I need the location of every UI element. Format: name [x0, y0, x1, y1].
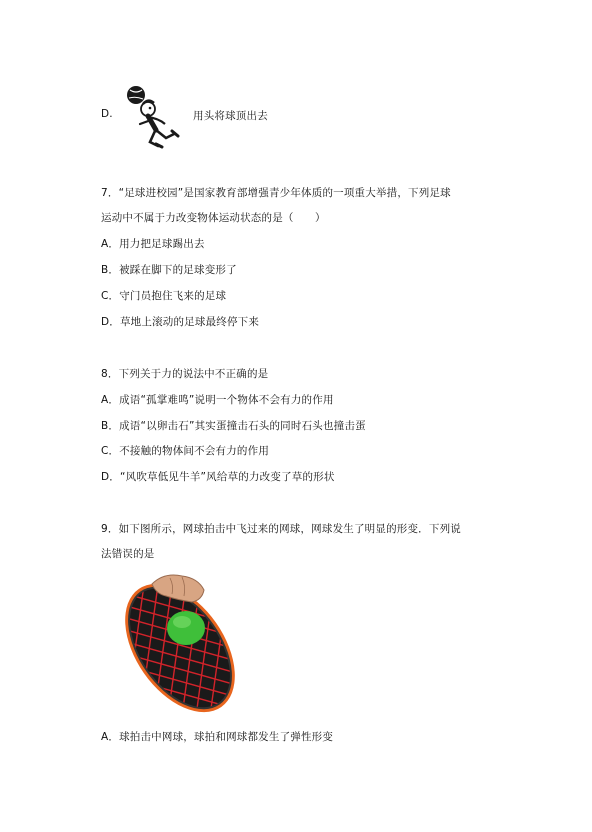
q8-stem: 8．下列关于力的说法中不正确的是 [101, 368, 269, 380]
q8-option-a: A．成语“孤掌难鸣”说明一个物体不会有力的作用 [101, 394, 334, 406]
q9-stem-line2: 法错误的是 [101, 548, 155, 560]
option-d-label: D. [101, 108, 113, 120]
q8-option-d: D．“风吹草低见牛羊”风给草的力改变了草的形状 [101, 471, 335, 483]
person-heading-ball-icon [118, 84, 198, 150]
q7-option-b: B．被踩在脚下的足球变形了 [101, 264, 237, 276]
q7-stem-line2: 运动中不属于力改变物体运动状态的是（ ） [101, 212, 326, 224]
q7-option-c: C．守门员抱住飞来的足球 [101, 290, 227, 302]
q8-option-b: B．成语“以卵击石”其实蛋撞击石头的同时石头也撞击蛋 [101, 420, 366, 432]
tennis-racket-hitting-ball-icon [112, 570, 254, 716]
q7-option-a: A．用力把足球踢出去 [101, 238, 205, 250]
q9-option-a: A．球拍击中网球，球拍和网球都发生了弹性形变 [101, 731, 334, 743]
option-d-text: 用头将球顶出去 [193, 110, 268, 122]
q8-option-c: C．不接触的物体间不会有力的作用 [101, 445, 270, 457]
q9-stem-line1: 9．如下图所示，网球拍击中飞过来的网球，网球发生了明显的形变．下列说 [101, 523, 461, 535]
q7-stem-line1: 7．“足球进校园”是国家教育部增强青少年体质的一项重大举措，下列足球 [101, 187, 451, 199]
q7-option-d: D．草地上滚动的足球最终停下来 [101, 316, 260, 328]
